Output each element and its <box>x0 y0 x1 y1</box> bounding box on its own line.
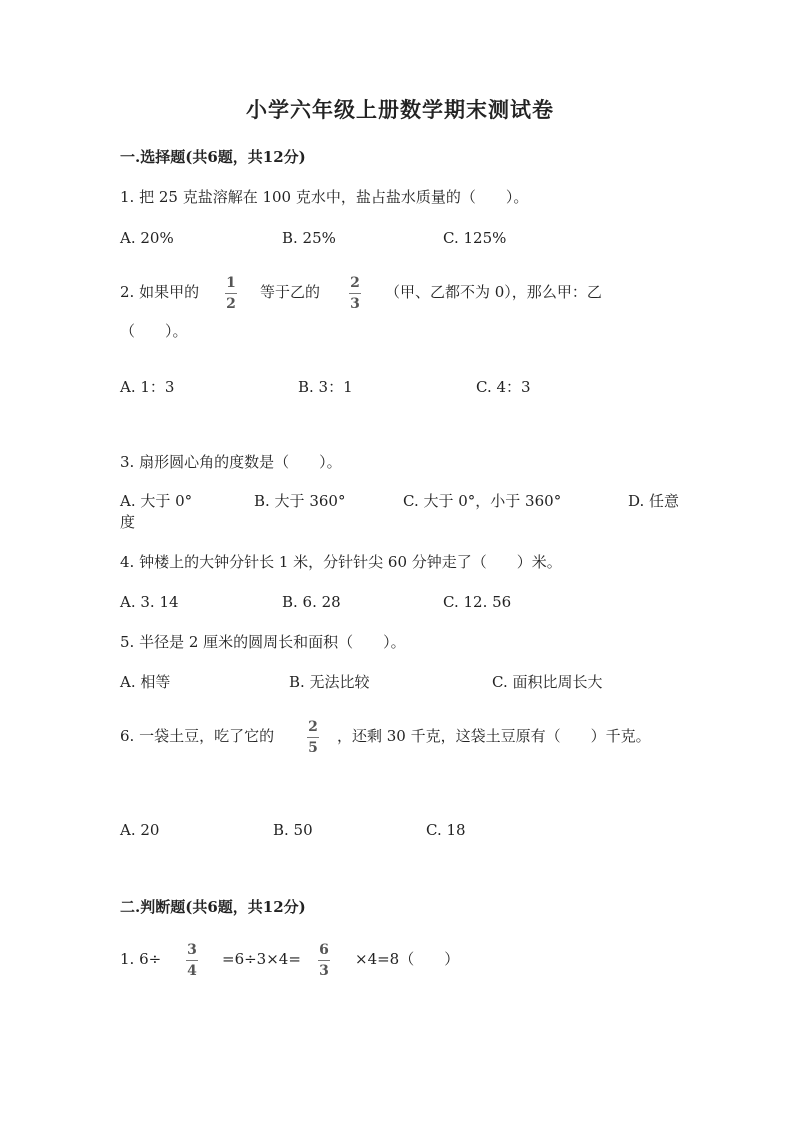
fraction-denominator: 3 <box>350 296 360 312</box>
fraction-bar <box>225 293 237 294</box>
fraction-denominator: 3 <box>319 963 329 979</box>
question-6-text-end: ，还剩 30 千克，这袋土豆原有（ ）千克。 <box>337 727 651 745</box>
question-4-text: 4. 钟楼上的大钟分针长 1 米，分针针尖 60 分钟走了（ ）米。 <box>120 553 562 571</box>
question-6-fraction <box>305 720 321 756</box>
fraction-bar <box>186 960 198 961</box>
judgement-1-text-middle: =6÷3×4= <box>222 950 301 968</box>
question-5-option-b[interactable]: B. 无法比较 <box>289 673 370 691</box>
judgement-1-text-start: 1. 6÷ <box>120 950 162 968</box>
judgement-1-fraction-2 <box>316 943 332 979</box>
fraction-numerator: 1 <box>226 275 236 291</box>
question-3-option-b[interactable]: B. 大于 360° <box>254 492 346 510</box>
fraction-denominator: 5 <box>308 740 318 756</box>
fraction-numerator: 3 <box>187 942 197 958</box>
question-5-text: 5. 半径是 2 厘米的圆周长和面积（ ）。 <box>120 633 406 651</box>
fraction-bar <box>318 960 330 961</box>
fraction-denominator: 4 <box>187 963 197 979</box>
section-heading-choice: 一.选择题(共6题，共12分) <box>120 148 306 166</box>
question-5-option-c[interactable]: C. 面积比周长大 <box>492 673 603 691</box>
fraction-numerator: 2 <box>350 275 360 291</box>
judgement-1-text-end: ×4=8（ ） <box>355 950 460 968</box>
fraction-numerator: 2 <box>308 719 318 735</box>
question-2-option-c[interactable]: C. 4：3 <box>476 378 531 396</box>
page-title: 小学六年级上册数学期末测试卷 <box>246 97 554 122</box>
question-4-option-c[interactable]: C. 12. 56 <box>443 593 512 611</box>
question-2-fraction-1 <box>223 276 239 312</box>
question-6-option-a[interactable]: A. 20 <box>120 821 160 839</box>
fraction-bar <box>349 293 361 294</box>
question-6-text-start: 6. 一袋土豆，吃了它的 <box>120 727 275 745</box>
question-4-option-b[interactable]: B. 6. 28 <box>282 593 341 611</box>
question-3-option-d[interactable]: D. 任意 <box>628 492 680 510</box>
question-3-text: 3. 扇形圆心角的度数是（ ）。 <box>120 453 342 471</box>
question-2-blank: （ ）。 <box>120 322 188 340</box>
fraction-denominator: 2 <box>226 296 236 312</box>
fraction-numerator: 6 <box>319 942 329 958</box>
question-2-text-middle: 等于乙的 <box>260 283 321 301</box>
question-2-option-b[interactable]: B. 3：1 <box>298 378 353 396</box>
judgement-1-fraction-1 <box>184 943 200 979</box>
question-3-option-d-continued: 度 <box>120 513 136 531</box>
question-6-option-b[interactable]: B. 50 <box>273 821 313 839</box>
question-2-text-end: （甲、乙都不为 0），那么甲：乙 <box>385 283 602 301</box>
question-1-option-b[interactable]: B. 25% <box>282 229 336 247</box>
question-2-option-a[interactable]: A. 1：3 <box>120 378 175 396</box>
question-2-fraction-2 <box>347 276 363 312</box>
question-1-option-a[interactable]: A. 20% <box>120 229 174 247</box>
section-heading-judgement: 二.判断题(共6题，共12分) <box>120 898 306 916</box>
question-1-text: 1. 把 25 克盐溶解在 100 克水中，盐占盐水质量的（ ）。 <box>120 188 529 206</box>
question-3-option-a[interactable]: A. 大于 0° <box>120 492 193 510</box>
question-4-option-a[interactable]: A. 3. 14 <box>120 593 179 611</box>
question-2-text-start: 2. 如果甲的 <box>120 283 200 301</box>
question-1-option-c[interactable]: C. 125% <box>443 229 507 247</box>
question-3-option-c[interactable]: C. 大于 0°，小于 360° <box>403 492 562 510</box>
fraction-bar <box>307 737 319 738</box>
question-6-option-c[interactable]: C. 18 <box>426 821 466 839</box>
question-5-option-a[interactable]: A. 相等 <box>120 673 171 691</box>
